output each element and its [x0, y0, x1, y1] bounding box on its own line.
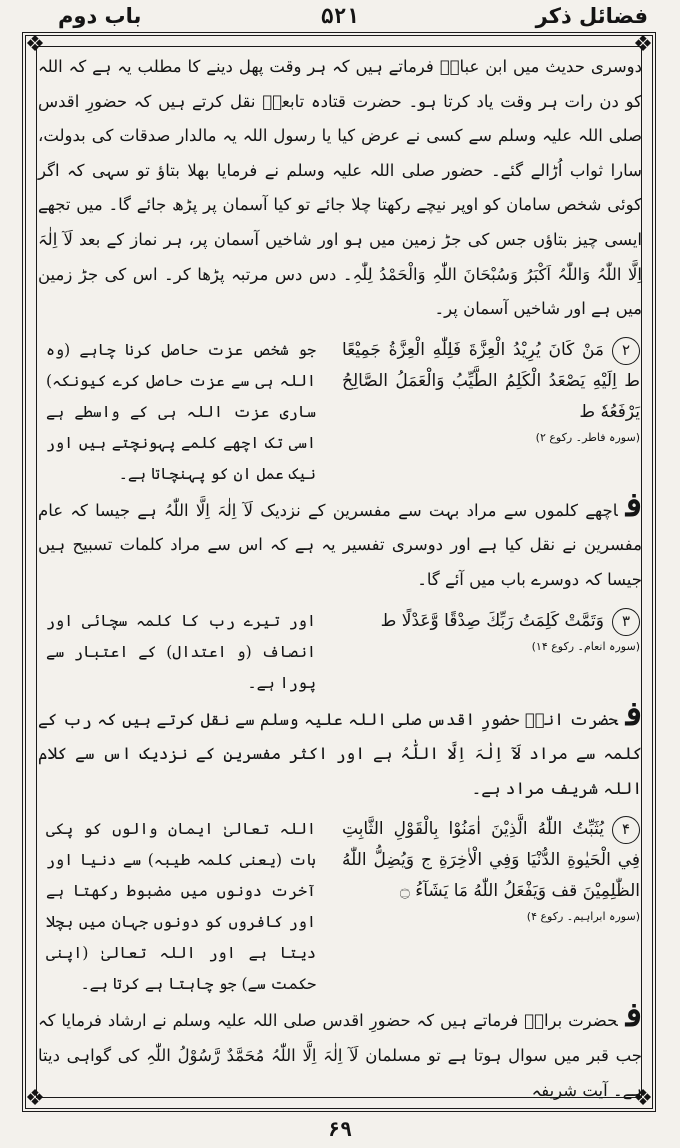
verse-translation: اور تیرے رب کا کلمہ سچائی اور انصاف (و اعتدال) کے اعتبار سے پورا ہے۔ [46, 611, 316, 692]
page-body [38, 50, 642, 1100]
verse-number-badge: ۲ [612, 337, 640, 365]
commentary-text: حضرت براءؓ فرماتے ہیں کہ حضورِ اقدس صلی اللہ علیہ وسلم نے ارشاد فرمایا کہ جب قبر میں سوال ہوتا ہے تو مسلمان لَآ اِلٰہَ اِلَّا اللّٰہُ مُحَمَّدٌ رَّسُوْلُ اللّٰہِ کی گواہی دیتا ہے۔ آیت شریفہ [38, 1011, 642, 1100]
corner-ornament-icon: ❖ [633, 1086, 653, 1111]
page-header [0, 0, 680, 32]
commentary-paragraph [38, 995, 642, 1108]
corner-ornament-icon: ❖ [25, 32, 45, 57]
surah-reference: (سورہ انعام۔ رکوع ۱۴) [531, 639, 640, 653]
commentary-mark: ف [625, 484, 642, 525]
verse-number-badge: ۳ [612, 608, 640, 636]
verse-arabic-text: يُثَبِّتُ اللّٰهُ الَّذِيْنَ اٰمَنُوْا بِالْقَوْلِ الثَّابِتِ فِي الْحَيٰوةِ الدُّنْيَا وَفِي الْاٰخِرَةِ ج وَيُضِلُّ اللّٰهُ الظّٰلِمِيْنَ قف وَيَفْعَلُ اللّٰهُ مَا يَشَآءُ ۝ [342, 819, 640, 902]
intro-paragraph: دوسری حدیث میں ابن عباسؓ فرماتے ہیں کہ ہر وقت پھل دینے کا مطلب یہ ہے کہ اللہ کو دن رات ہر وقت یاد کرتا ہو۔ حضرت قتادہ تابعیؒ نقل کرتے ہیں کہ حضورِ اقدس صلی اللہ علیہ وسلم سے کسی نے عرض کیا یا رسول اللہ یہ مالدار صدقات کی بدولت، سارا ثواب اُڑالے گئے۔ حضور صلی اللہ علیہ وسلم نے فرمایا بھلا بتاؤ تو سہی کہ اگر کوئی شخص سامان کو اوپر نیچے رکھتا چلا جائے تو کیا آسمان پر پڑھ جائے گا۔ میں تجھے ایسی چیز بتاؤں جس کی جڑ زمین میں ہو اور شاخیں آسمان پر، ہر نماز کے بعد لَآ اِلٰہَ اِلَّا اللّٰہُ وَاللّٰہُ اَکْبَرُ وَسُبْحَانَ اللّٰہِ وَالْحَمْدُ لِلّٰہِ۔ دس دس مرتبہ پڑھا کر۔ اس کی جڑ زمین میں ہے اور شاخیں آسمان پر۔ [38, 57, 642, 319]
verse-arabic-column [342, 814, 642, 1000]
book-page-number: ۵۲۱ [321, 4, 359, 28]
surah-reference: (سورہ فاطر۔ رکوع ۲) [535, 430, 640, 444]
commentary-text: حضرت انسؓ حضورِ اقدس صلی اللہ علیہ وسلم سے نقل کرتے ہیں کہ رب کے کلمہ سے مراد لَآ اِلٰہَ اِلَّا اللّٰہُ ہے اور اکثر مفسرین کے نزدیک اس سے کلام اللہ شریف مراد ہے۔ [38, 709, 642, 798]
verse-number-badge: ۴ [612, 816, 640, 844]
commentary-mark: ف [625, 995, 642, 1036]
verse-arabic-text: مَنْ كَانَ يُرِيْدُ الْعِزَّةَ فَلِلّٰهِ الْعِزَّةُ جَمِيْعًا ط اِلَيْهِ يَصْعَدُ الْكَلِمُ الطَّيِّبُ وَالْعَمَلُ الصَّالِحُ يَرْفَعُهٗ ط [342, 339, 640, 422]
verse-translation: جو شخص عزت حاصل کرنا چاہے (وہ اللہ ہی سے عزت حاصل کرے کیونکہ) ساری عزت اللہ ہی کے واسطے ہے اسی تک اچھے کلمے پہونچتے ہیں اور نیک عمل ان کو پہنچاتا ہے۔ [46, 340, 316, 483]
commentary-text: اچھے کلموں سے مراد بہت سے مفسرین کے نزدیک لَآ اِلٰہَ اِلَّا اللّٰہُ ہے جیسا کہ عام مفسرین نے نقل کیا ہے اور دوسری تفسیر یہ ہے کہ اس سے مراد کلمات تسبیح ہیں جیسا کہ دوسرے باب میں آئے گا۔ [38, 500, 642, 589]
verse-arabic-column [342, 606, 642, 699]
chapter-title: باب دوم [58, 4, 142, 28]
commentary-paragraph [38, 693, 642, 807]
surah-reference: (سورہ ابراہیم۔ رکوع ۴) [526, 910, 640, 924]
corner-ornament-icon: ❖ [633, 32, 653, 57]
verse-block [38, 814, 642, 1000]
commentary-mark: ف [625, 693, 642, 734]
corner-ornament-icon: ❖ [25, 1086, 45, 1111]
verse-translation: اللہ تعالیٰ ایمان والوں کو پکی بات (یعنی کلمہ طیبہ) سے دنیا اور آخرت دونوں میں مضبوط رکھتا ہے اور کافروں کو دونوں جہان میں بچلا دیتا ہے اور اللہ تعالیٰ (اپنی حکمت سے) جو چاہتا ہے کرتا ہے۔ [46, 820, 316, 994]
footer-page-number: ۶۹ [327, 1117, 353, 1141]
verse-arabic-text: وَتَمَّتْ كَلِمَتُ رَبِّكَ صِدْقًا وَّعَدْلًا ط [380, 610, 604, 631]
book-title: فضائل ذکر [535, 4, 648, 28]
verse-arabic-column [342, 335, 642, 490]
verse-block [38, 335, 642, 490]
verse-block [38, 606, 642, 699]
commentary-paragraph [38, 484, 642, 598]
